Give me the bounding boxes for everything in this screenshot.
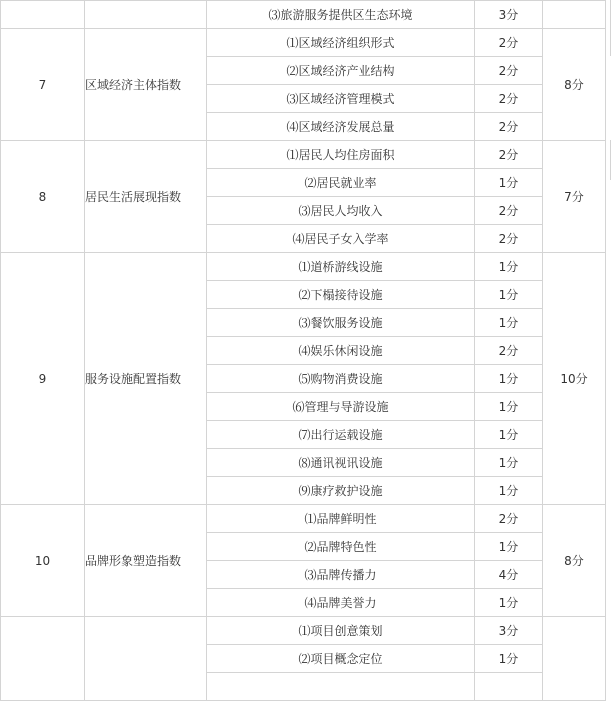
indicator-name-cell: 居民生活展现指数	[85, 141, 207, 253]
indicator-name-cell	[85, 617, 207, 701]
index-number-cell: 7	[1, 29, 85, 141]
sub-item-cell	[207, 673, 475, 701]
sub-item-points-cell: 2分	[475, 141, 543, 169]
sub-item-points-cell	[475, 673, 543, 701]
table-row	[1, 141, 606, 169]
sub-item-points-cell: 1分	[475, 281, 543, 309]
sub-item-cell: ⑶品牌传播力	[207, 561, 475, 589]
sub-item-cell: ⑵区域经济产业结构	[207, 57, 475, 85]
sub-item-cell: ⑴品牌鲜明性	[207, 505, 475, 533]
sub-item-cell: ⑷娱乐休闲设施	[207, 337, 475, 365]
sub-item-points-cell: 1分	[475, 421, 543, 449]
sub-item-points-cell: 3分	[475, 1, 543, 29]
indicator-total-cell	[543, 1, 606, 29]
index-number-cell	[1, 1, 85, 29]
indicator-total-cell: 10分	[543, 253, 606, 505]
sub-item-cell: ⑷区域经济发展总量	[207, 113, 475, 141]
sub-item-points-cell: 2分	[475, 225, 543, 253]
sub-item-points-cell: 2分	[475, 57, 543, 85]
sub-item-cell: ⑴道桥游线设施	[207, 253, 475, 281]
sub-item-cell: ⑼康疗救护设施	[207, 477, 475, 505]
sub-item-points-cell: 2分	[475, 337, 543, 365]
sub-item-cell: ⑸购物消费设施	[207, 365, 475, 393]
sub-item-points-cell: 1分	[475, 393, 543, 421]
sub-item-points-cell: 1分	[475, 589, 543, 617]
indicator-total-cell	[543, 617, 606, 701]
sub-item-cell: ⑶区域经济管理模式	[207, 85, 475, 113]
indicator-total-cell: 8分	[543, 505, 606, 617]
sub-item-points-cell: 1分	[475, 169, 543, 197]
indicator-name-cell: 服务设施配置指数	[85, 253, 207, 505]
table-row	[1, 505, 606, 533]
index-number-cell: 9	[1, 253, 85, 505]
table-row	[1, 29, 606, 57]
sub-item-cell: ⑹管理与导游设施	[207, 393, 475, 421]
sub-item-cell: ⑵下榻接待设施	[207, 281, 475, 309]
sub-item-cell: ⑷品牌美誉力	[207, 589, 475, 617]
sub-item-points-cell: 2分	[475, 197, 543, 225]
scoring-table-body	[1, 1, 606, 701]
index-number-cell	[1, 617, 85, 701]
sub-item-cell: ⑶居民人均收入	[207, 197, 475, 225]
sub-item-cell: ⑴项目创意策划	[207, 617, 475, 645]
indicator-name-cell: 区域经济主体指数	[85, 29, 207, 141]
indicator-name-cell: 品牌形象塑造指数	[85, 505, 207, 617]
sub-item-points-cell: 2分	[475, 505, 543, 533]
sub-item-points-cell: 2分	[475, 85, 543, 113]
sub-item-points-cell: 4分	[475, 561, 543, 589]
sub-item-points-cell: 1分	[475, 449, 543, 477]
sub-item-cell: ⑵居民就业率	[207, 169, 475, 197]
index-number-cell: 8	[1, 141, 85, 253]
sub-item-cell: ⑵品牌特色性	[207, 533, 475, 561]
sub-item-points-cell: 1分	[475, 309, 543, 337]
sub-item-points-cell: 1分	[475, 477, 543, 505]
sub-item-cell: ⑻通讯视讯设施	[207, 449, 475, 477]
sub-item-cell: ⑶旅游服务提供区生态环境	[207, 1, 475, 29]
sub-item-cell: ⑵项目概念定位	[207, 645, 475, 673]
sub-item-points-cell: 2分	[475, 29, 543, 57]
indicator-total-cell: 7分	[543, 141, 606, 253]
sub-item-cell: ⑶餐饮服务设施	[207, 309, 475, 337]
sub-item-cell: ⑴区域经济组织形式	[207, 29, 475, 57]
sub-item-cell: ⑴居民人均住房面积	[207, 141, 475, 169]
sub-item-points-cell: 1分	[475, 253, 543, 281]
sub-item-cell: ⑺出行运载设施	[207, 421, 475, 449]
sub-item-points-cell: 1分	[475, 533, 543, 561]
indicator-total-cell: 8分	[543, 29, 606, 141]
sub-item-points-cell: 1分	[475, 365, 543, 393]
table-row	[1, 1, 606, 29]
table-row	[1, 253, 606, 281]
sub-item-points-cell: 2分	[475, 113, 543, 141]
sub-item-cell: ⑷居民子女入学率	[207, 225, 475, 253]
index-number-cell: 10	[1, 505, 85, 617]
table-row	[1, 617, 606, 645]
indicator-name-cell	[85, 1, 207, 29]
sub-item-points-cell: 3分	[475, 617, 543, 645]
sub-item-points-cell: 1分	[475, 645, 543, 673]
